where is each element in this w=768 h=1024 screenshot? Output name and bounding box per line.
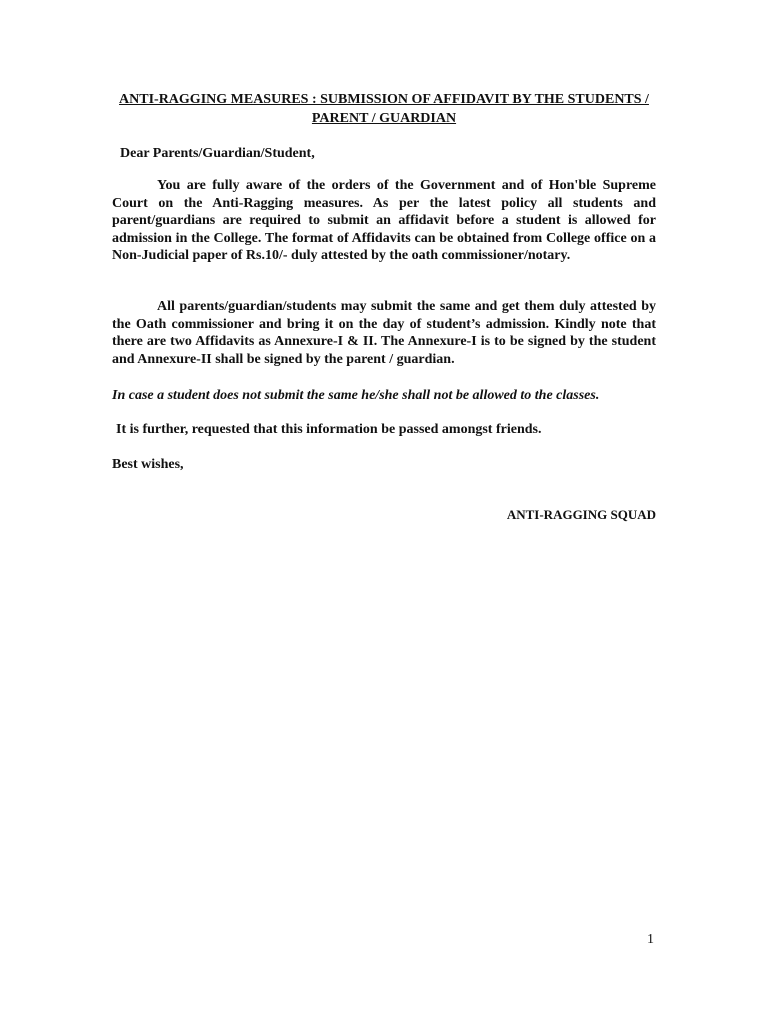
salutation: Dear Parents/Guardian/Student, (120, 146, 315, 161)
paragraph-orders: You are fully aware of the orders of the Government and of Hon'ble Supreme Court on the Anti-Ragging measures. As per the latest policy all students and parent/guardians are required to submit an affidavit before a student is allowed for admission in the College. The format of Affidavits can be obtained from College office on a Non-Judicial paper of Rs.10/- duly attested by the oath commissioner/notary. (112, 178, 656, 263)
signature: ANTI-RAGGING SQUAD (506, 507, 656, 522)
paragraph-submission: All parents/guardian/students may submit the same and get them duly attested by the Oath commissioner and bring it on the day of student’s admission. Kindly note that there are two Affidavits as Annexure-I & II. The Annexure-I is to be signed by the student and Annexure-II shall be signed by the parent / guardian. (112, 299, 656, 367)
closing-wishes: Best wishes, (112, 457, 184, 472)
document-title: ANTI-RAGGING MEASURES : SUBMISSION OF AFFIDAVIT BY THE STUDENTS / PARENT / GUARDIAN (119, 92, 649, 126)
further-request: It is further, requested that this information be passed amongst friends. (116, 422, 542, 437)
page-number: 1 (647, 932, 654, 947)
warning-note: In case a student does not submit the same he/she shall not be allowed to the classes. (112, 388, 600, 403)
